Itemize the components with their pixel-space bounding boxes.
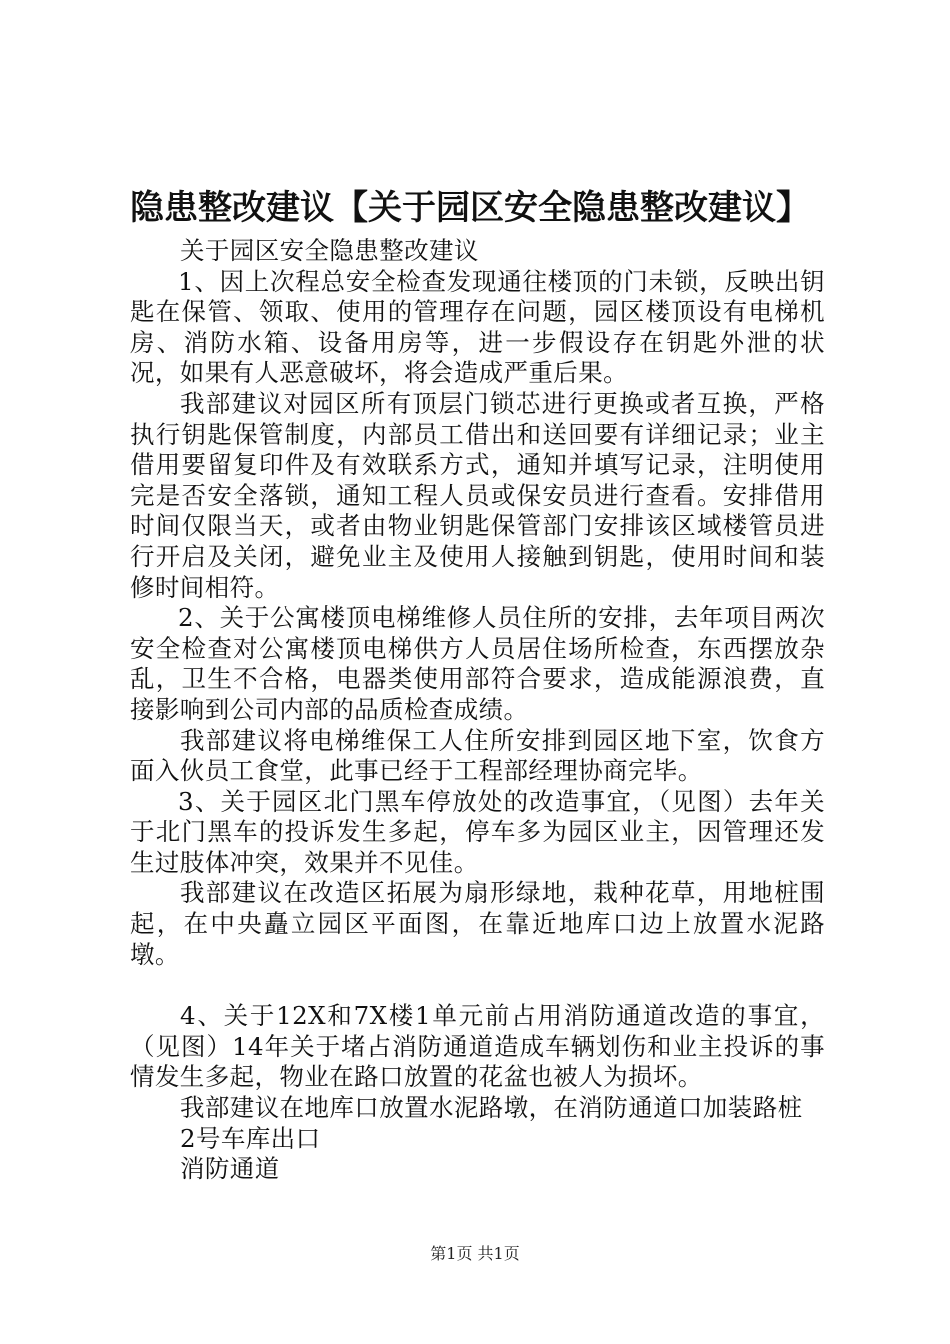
paragraph-item-3: 3、关于园区北门黑车停放处的改造事宜，（见图）去年关于北门黑车的投诉发生多起，停车多为园区业主，因管理还发生过肢体冲突，效果并不见佳。 [130,786,825,877]
figure-label-fire-lane: 消防通道 [180,1154,280,1184]
document-title: 隐患整改建议【关于园区安全隐患整改建议】 [130,188,810,228]
paragraph-item-4: 4、关于12X和7X楼1单元前占用消防通道改造的事宜，（见图）14年关于堵占消防通道造成车辆划伤和业主投诉的事情发生多起，物业在路口放置的花盆也被人为损坏。 [130,1001,825,1092]
document-subtitle: 关于园区安全隐患整改建议 [180,236,479,265]
paragraph-item-2: 2、关于公寓楼顶电梯维修人员住所的安排，去年项目两次安全检查对公寓楼顶电梯供方人员居住场所检查，东西摆放杂乱，卫生不合格，电器类使用部符合要求，造成能源浪费，直接影响到公司内部的品质检查成绩。 [130,603,825,724]
document-body [130,236,825,1185]
paragraph-spacer [130,970,825,1001]
paragraph-item-1: 1、因上次程总安全检查发现通往楼顶的门未锁，反映出钥匙在保管、领取、使用的管理存在问题，园区楼顶设有电梯机房、消防水箱、设备用房等，进一步假设存在钥匙外泄的状况，如果有人恶意破坏，将会造成严重后果。 [130,266,825,388]
page-number: 第1页 共1页 [430,1244,520,1263]
paragraph-suggestion-1: 我部建议对园区所有顶层门锁芯进行更换或者互换，严格执行钥匙保管制度，内部员工借出和送回要有详细记录；业主借用要留复印件及有效联系方式，通知并填写记录，注明使用完是否安全落锁，通知工程人员或保安员进行查看。安排借用时间仅限当天，或者由物业钥匙保管部门安排该区域楼管员进行开启及关闭，避免业主及使用人接触到钥匙，使用时间和装修时间相符。 [130,388,825,602]
figure-label-garage-exit: 2号车库出口 [180,1123,321,1153]
paragraph-suggestion-4: 我部建议在地库口放置水泥路墩，在消防通道口加装路桩 [180,1093,803,1123]
paragraph-suggestion-3: 我部建议在改造区拓展为扇形绿地，栽种花草，用地桩围起，在中央矗立园区平面图，在靠近地库口边上放置水泥路墩。 [130,878,825,969]
paragraph-suggestion-2: 我部建议将电梯维保工人住所安排到园区地下室，饮食方面入伙员工食堂，此事已经于工程部经理协商完毕。 [130,725,825,786]
